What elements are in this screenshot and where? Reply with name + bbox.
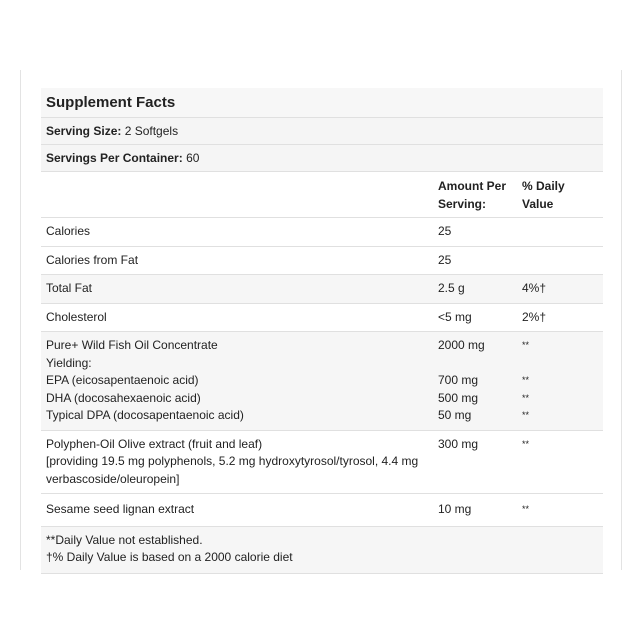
daily-value-header: % Daily Value — [522, 179, 565, 211]
footnote-calorie-diet: †% Daily Value is based on a 2000 calorie diet — [46, 550, 293, 564]
fish-oil-amount: 2000 mg — [438, 338, 485, 352]
supplement-facts-table — [41, 88, 603, 574]
nutrient-dv: 4%† — [522, 281, 547, 295]
servings-per-container-label: Servings Per Container: — [46, 151, 183, 165]
table-row — [41, 246, 603, 275]
nutrient-dv: 2%† — [522, 309, 547, 324]
dha-dv: ** — [522, 392, 530, 403]
servings-per-container-row — [41, 144, 603, 171]
supplement-facts-panel — [20, 70, 622, 570]
nutrient-amount: 10 mg — [438, 502, 472, 516]
dha-amount: 500 mg — [438, 390, 479, 405]
amount-header-line1: Amount Per — [438, 179, 507, 193]
epa-dv: ** — [522, 375, 530, 385]
epa-name: EPA (eicosapentaenoic acid) — [46, 373, 199, 387]
column-header-row — [41, 171, 603, 217]
fish-oil-dv: ** — [522, 340, 530, 350]
nutrient-name: Pure+ Wild Fish Oil Concentrate — [46, 338, 218, 352]
serving-size-row — [41, 117, 603, 144]
footnotes — [41, 526, 603, 574]
panel-title: Supplement Facts — [41, 88, 603, 117]
table-row — [41, 430, 603, 494]
nutrient-amount: 300 mg — [438, 436, 479, 451]
olive-detail: [providing 19.5 mg polyphenols, 5.2 mg hydroxytyrosol/tyrosol, 4.4 mg — [46, 454, 419, 468]
nutrient-dv — [522, 223, 598, 241]
dha-name: DHA (docosahexaenoic acid) — [46, 390, 201, 405]
nutrient-name: Calories from Fat — [46, 252, 139, 267]
nutrient-amount: <5 mg — [438, 309, 472, 324]
nutrient-name: Sesame seed lignan extract — [46, 502, 195, 516]
table-row — [41, 274, 603, 303]
dpa-amount: 50 mg — [438, 408, 472, 422]
table-row — [41, 217, 603, 246]
serving-size-value: 2 Softgels — [124, 124, 179, 138]
serving-size-label: Serving Size: — [46, 124, 122, 138]
dpa-name: Typical DPA (docosapentaenoic acid) — [46, 408, 244, 422]
nutrient-dv: ** — [522, 504, 530, 514]
yielding-label: Yielding: — [46, 355, 92, 370]
nutrient-dv — [522, 252, 598, 270]
olive-detail-cont: verbascoside/oleuropein] — [46, 471, 180, 486]
table-row — [41, 493, 603, 526]
servings-per-container-value: 60 — [186, 151, 200, 165]
table-row — [41, 303, 603, 332]
nutrient-name: Cholesterol — [46, 309, 107, 324]
nutrient-amount: 25 — [438, 252, 452, 267]
amount-header — [438, 178, 522, 213]
nutrient-amount: 25 — [438, 224, 452, 238]
nutrient-name: Total Fat — [46, 281, 93, 295]
nutrient-amount: 2.5 g — [438, 281, 465, 295]
epa-amount: 700 mg — [438, 373, 479, 387]
amount-header-line2: Serving: — [438, 196, 487, 211]
nutrient-name: Calories — [46, 224, 91, 238]
nutrient-dv: ** — [522, 438, 530, 449]
footnote-dv-not-established: **Daily Value not established. — [46, 532, 203, 547]
dpa-dv: ** — [522, 410, 530, 420]
table-row — [41, 331, 603, 430]
nutrient-name: Polyphen-Oil Olive extract (fruit and leaf) — [46, 436, 263, 451]
